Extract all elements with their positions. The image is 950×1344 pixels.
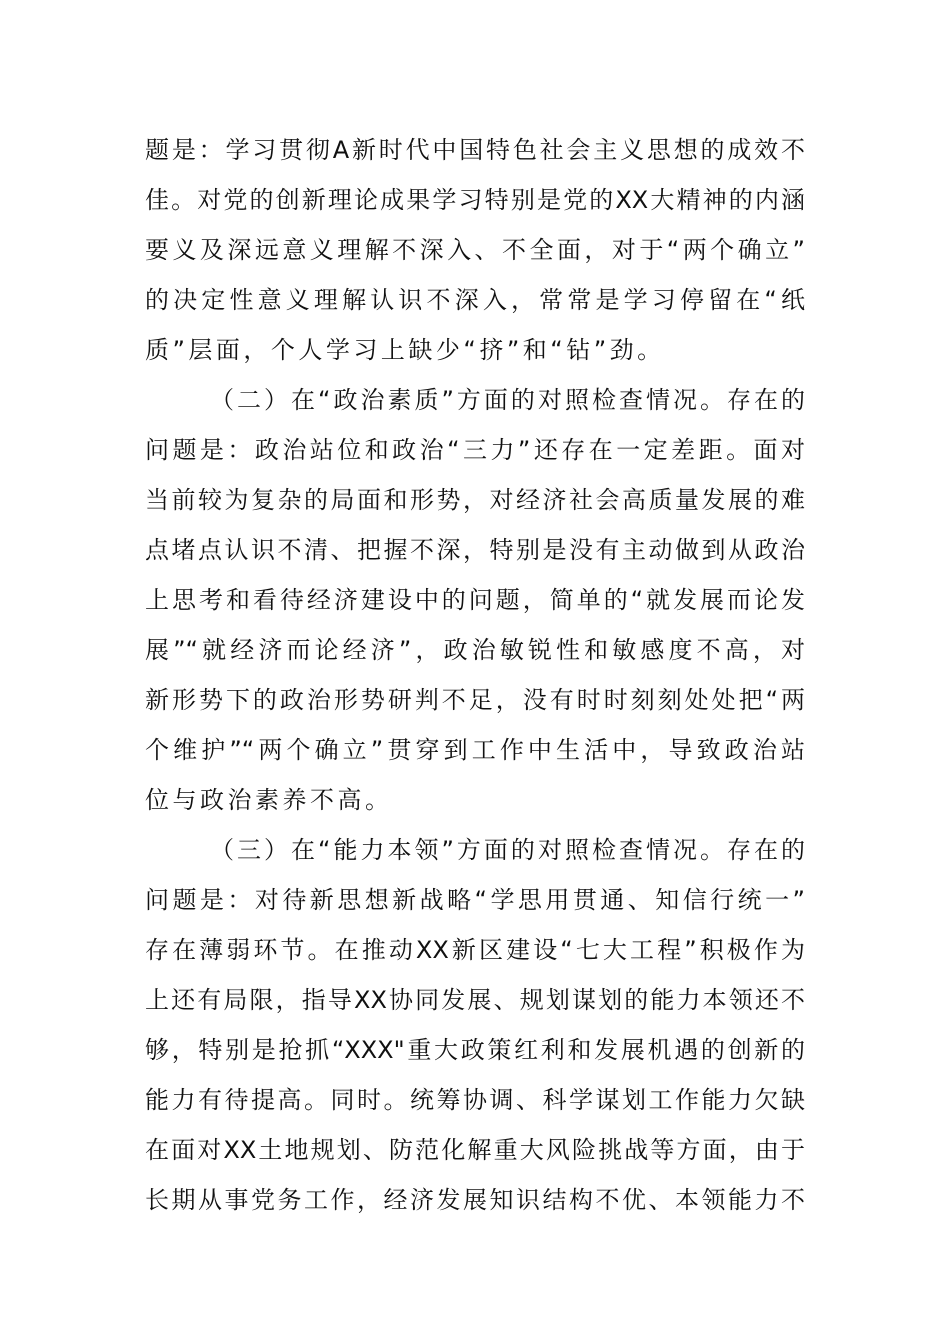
text-line: 问题是：政治站位和政治“三力”还存在一定差距。面对 [145,436,805,464]
text-line: 展”“就经济而论经济”，政治敏锐性和敏感度不高，对 [145,636,805,664]
text-line: 佳。对党的创新理论成果学习特别是党的XX大精神的内涵 [145,186,805,214]
text-line: 问题是：对待新思想新战略“学思用贯通、知信行统一” [145,886,805,914]
text-line: 存在薄弱环节。在推动XX新区建设“七大工程”积极作为 [145,936,805,964]
text-line: 要义及深远意义理解不深入、不全面，对于“两个确立” [145,236,805,264]
text-line: 位与政治素养不高。 [145,786,393,814]
text-line: 当前较为复杂的局面和形势，对经济社会高质量发展的难 [145,486,805,514]
text-line: 质”层面，个人学习上缺少“挤”和“钻”劲。 [145,336,665,364]
text-line: （三）在“能力本领”方面的对照检查情况。存在的 [210,836,805,864]
text-line: 题是：学习贯彻A新时代中国特色社会主义思想的成效不 [145,136,805,164]
text-line: 的决定性意义理解认识不深入，常常是学习停留在“纸 [145,286,805,314]
text-line: 上思考和看待经济建设中的问题，简单的“就发展而论发 [145,586,805,614]
text-line: 新形势下的政治形势研判不足，没有时时刻刻处处把“两 [145,686,805,714]
text-line: 在面对XX土地规划、防范化解重大风险挑战等方面，由于 [145,1136,805,1164]
text-line: 点堵点认识不清、把握不深，特别是没有主动做到从政治 [145,536,805,564]
text-line: 个维护”“两个确立”贯穿到工作中生活中，导致政治站 [145,736,805,764]
text-line: 够，特别是抢抓“XXX"重大政策红利和发展机遇的创新的 [145,1036,805,1064]
text-line: 能力有待提高。同时。统筹协调、科学谋划工作能力欠缺 [145,1086,805,1114]
text-line: （二）在“政治素质”方面的对照检查情况。存在的 [210,386,805,414]
text-line: 上还有局限，指导XX协同发展、规划谋划的能力本领还不 [145,986,805,1014]
text-line: 长期从事党务工作，经济发展知识结构不优、本领能力不 [145,1186,805,1214]
